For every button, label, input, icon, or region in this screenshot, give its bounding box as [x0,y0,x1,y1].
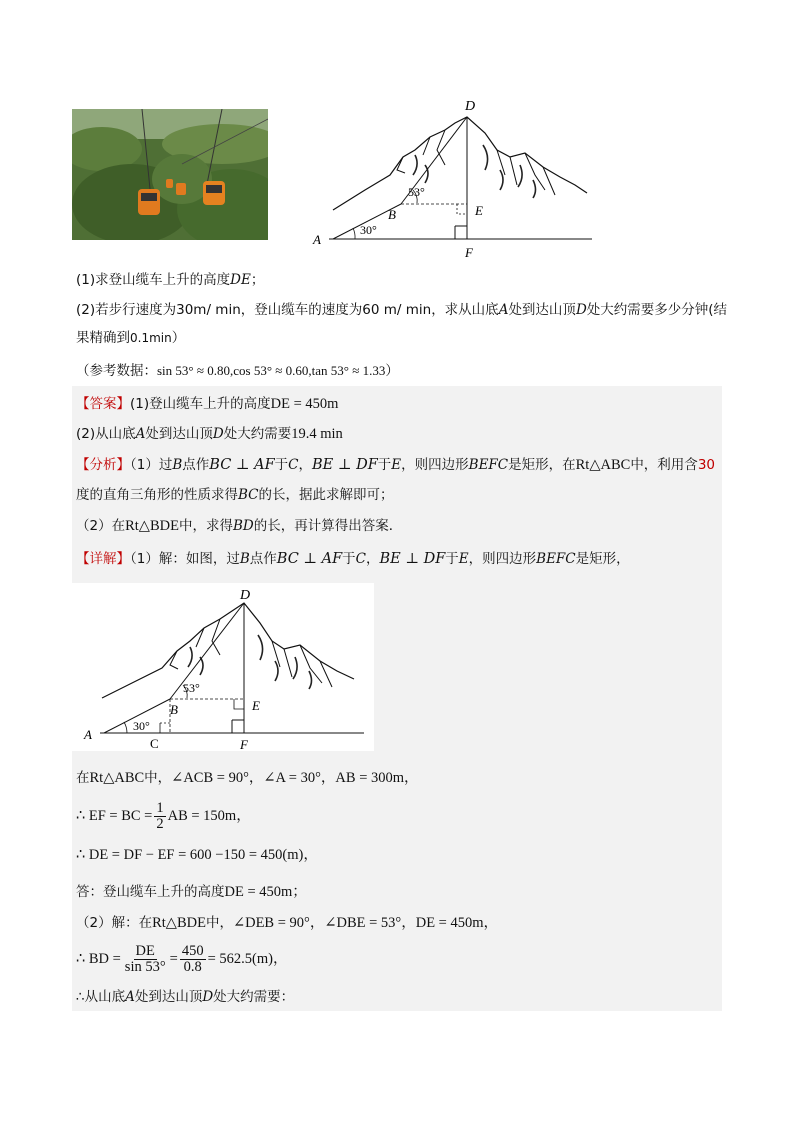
q2-v1: 30m/ min [176,302,241,318]
fig2-label-F: F [240,737,248,751]
ref-b: sin 53° ≈ 0.80,cos 53° ≈ 0.60,tan 53° ≈ 1.33 [157,363,386,378]
ana-b: 点作 [182,457,210,473]
ana-e: 于 [377,457,392,473]
detail-step-7 [76,987,294,1007]
analysis-line-1 [76,455,715,475]
ana-B: B [172,457,183,473]
fig2-label-30: 30° [133,719,150,733]
ana-l3b: 中，求得 [178,518,233,534]
question-1 [76,270,264,290]
ans-l2b: 处到达山顶 [145,426,213,442]
det-s2a: ∴ EF = BC = [76,808,153,824]
det-s5c: ∠DEB = 90°，∠DBE = 53°， [232,915,416,931]
answer-line-1 [76,394,338,414]
q2-v2: 60 m/ min [362,302,432,318]
detail-step-6 [76,942,287,976]
det-s7b: 处到达山顶 [134,989,203,1005]
question-2-line1 [76,300,727,320]
fraction-de-sin [123,944,168,975]
det-s1rt: Rt△ABC [89,770,145,786]
det-s1d: AB = 300m， [335,770,419,786]
frac-den: 2 [156,815,164,832]
ans-l2a: (2)从山底 [76,426,136,442]
ref-c: ） [385,363,399,379]
ana-h: 中，利用含 [630,457,698,473]
fig2-label-A: A [84,727,92,742]
answer-line-2 [76,424,343,444]
det-s2b: AB = 150m， [167,808,251,824]
ana-a: （1）过 [130,457,173,473]
ana-be: BE ⊥ DF [312,457,378,473]
ana-bcl: BC [238,487,259,503]
q2-D: D [575,302,587,318]
det-befc: BEFC [536,551,576,567]
frac-num: 1 [156,799,164,816]
analysis-tag: 【分析】 [76,457,130,473]
det-b: 点作 [249,551,277,567]
det-s7a: ∴从山底 [76,989,126,1005]
ana-g: 是矩形，在 [508,457,576,473]
ana-c: 于 [274,457,289,473]
ana-bc: BC ⊥ AF [209,457,275,473]
det-s7c: 处大约需要： [213,989,295,1005]
detail-line-1 [76,549,630,569]
det-D: D [202,989,214,1005]
q1-var: DE [230,272,251,288]
fig2-label-B: B [170,702,178,717]
ans-D: D [212,426,224,442]
detail-step-1 [76,768,419,788]
det-s1c: ∠ACB = 90°，∠A = 30°， [171,770,336,786]
label-A: A [313,232,321,247]
ana-f: ，则四边形 [401,457,469,473]
det-s5a: （2）解：在 [76,915,153,931]
frac2-num: 450 [181,942,204,959]
mountain-diagram-2 [72,583,374,751]
det-s3: ∴ DE = DF − EF = 600 −150 = 450(m)， [76,847,318,863]
fig2-label-D: D [240,588,251,603]
q2-l2a: 果精确到 [76,330,130,346]
fraction-450-08 [180,944,206,975]
det-B: B [239,551,250,567]
ana-30: 30 [697,457,715,473]
det-be: BE ⊥ DF [379,551,446,567]
ana-d: ， [298,457,313,473]
label-B: B [388,207,396,222]
frac2-den: 0.8 [183,958,202,975]
det-s5d: DE = 450m， [415,915,499,931]
fig2-label-E: E [252,698,260,713]
ana-E: E [391,457,402,473]
det-s5rt: Rt△BDE [152,915,206,931]
answer-tag: 【答案】 [76,396,130,412]
label-D: D [465,99,476,114]
ana-C: C [288,457,299,473]
frac1-num: DE [135,942,155,959]
det-f: ，则四边形 [468,551,537,567]
ana-befc: BEFC [468,457,509,473]
detail-step-5 [76,913,498,933]
ana-rt2: Rt△BDE [125,518,179,534]
q2-l1c: ，求从山底 [431,302,499,318]
det-s4b: DE = 450m； [224,884,307,900]
q2-l1b: ，登山缆车的速度为 [240,302,363,318]
fig2-label-53: 53° [183,681,200,695]
question-2-line2 [76,328,185,348]
q1-text: (1)求登山缆车上升的高度 [76,272,231,288]
det-s6a: ∴ BD = [76,951,121,967]
ana-l3c: 的长，再计算得出答案． [253,518,403,534]
detail-step-2 [76,800,251,832]
det-A: A [125,989,135,1005]
ana-l2b: 的长，据此求解即可； [258,487,394,503]
cable-car-photo [72,109,268,240]
frac1-den: sin 53° [124,958,166,975]
ana-l2a: 度的直角三角形的性质求得 [76,487,238,503]
fraction-half [154,801,165,832]
det-bc: BC ⊥ AF [276,551,343,567]
ans-l2d: 19.4 min [291,426,343,442]
q2-l1d: 处到达山顶 [508,302,576,318]
det-C: C [355,551,367,567]
reference-data [76,361,399,381]
q2-l1a: (2)若步行速度为 [76,302,177,318]
detail-step-4 [76,882,307,902]
q2-A: A [498,302,509,318]
detail-tag: 【详解】 [76,551,130,567]
analysis-line-2 [76,485,394,505]
det-s1b: 中， [144,770,172,786]
ans-l2c: 处大约需要 [223,426,292,442]
det-c: 于 [342,551,356,567]
ans-l1a: (1)登山缆车上升的高度 [130,396,271,412]
det-e: 于 [445,551,459,567]
q2-l2b: ） [171,330,186,346]
q1-end: ； [250,272,265,288]
ana-l3a: （2）在 [76,518,126,534]
det-s4a: 答：登山缆车上升的高度 [76,884,225,900]
ans-A: A [135,426,146,442]
label-F: F [465,245,473,260]
det-s6eq: = [169,951,178,967]
ana-rt: Rt△ABC [575,457,631,473]
ref-a: （参考数据： [76,363,157,379]
det-a: （1）解：如图，过 [130,551,240,567]
det-s5b: 中， [205,915,233,931]
label-E: E [475,203,483,218]
det-s1a: 在 [76,770,90,786]
detail-step-3 [76,845,318,865]
analysis-line-3 [76,516,402,536]
ans-l1b: DE = 450m [270,396,339,412]
ana-bd: BD [232,518,254,534]
mountain-diagram-1 [305,95,600,265]
det-d: ， [366,551,380,567]
q2-l1e: 处大约需要多少分钟(结 [586,302,728,318]
det-E: E [458,551,469,567]
q2-prec: 0.1min [130,331,172,345]
label-53: 53° [408,185,425,199]
det-g: 是矩形， [575,551,630,567]
det-s6b: = 562.5(m)， [207,951,288,967]
label-30: 30° [360,223,377,237]
fig2-label-C: C [150,736,159,751]
